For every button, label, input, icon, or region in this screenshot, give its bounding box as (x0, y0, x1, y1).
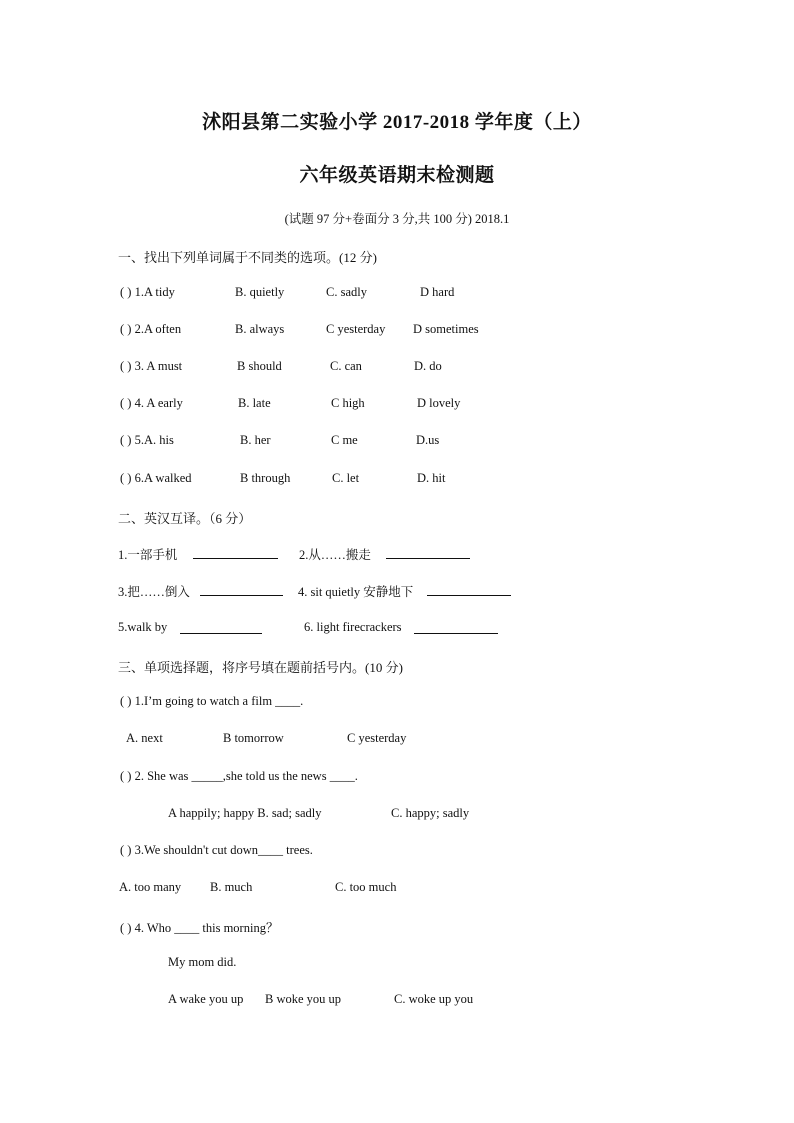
section3-heading: 三、单项选择题，将序号填在题前括号内。(10 分) (118, 660, 403, 675)
s1-q4-option-d: D lovely (417, 396, 461, 410)
s2-item-2-label: 2.从……搬走 (299, 548, 371, 562)
s1-q1-stem: ( ) 1.A tidy (120, 285, 175, 299)
s3-q3-option-b: B. much (210, 880, 253, 894)
s2-item-6-blank[interactable] (414, 620, 498, 634)
s3-q3-option-c: C. too much (335, 880, 397, 894)
s1-q3-option-b: B should (237, 359, 282, 373)
s1-q6-option-d: D. hit (417, 471, 446, 485)
s1-q5-option-c: C me (331, 433, 358, 447)
score-note: (试题 97 分+卷面分 3 分,共 100 分) 2018.1 (284, 212, 510, 226)
s1-q6-option-b: B through (240, 471, 291, 485)
s1-q4-option-c: C high (331, 396, 365, 410)
s3-q1-option-a: A. next (126, 731, 163, 745)
section1-heading: 一、找出下列单词属于不同类的选项。(12 分) (118, 250, 377, 265)
s3-q2-stem: ( ) 2. She was _____,she told us the news ____. (120, 769, 358, 783)
s1-q3-stem: ( ) 3. A must (120, 359, 183, 373)
s1-q6-option-c: C. let (332, 471, 360, 485)
s1-q1-option-c: C. sadly (326, 285, 367, 299)
s3-q1-option-b: B tomorrow (223, 731, 284, 745)
s2-item-1-label: 1.一部手机 (118, 548, 178, 562)
exam-subtitle: 六年级英语期末检测题 (299, 165, 495, 186)
section2-heading: 二、英汉互译。（6 分） (118, 511, 252, 526)
s2-item-5-blank[interactable] (180, 620, 262, 634)
s1-q4-stem: ( ) 4. A early (120, 396, 183, 410)
s3-q3-option-a: A. too many (119, 880, 182, 894)
s3-q4-answer-text: My mom did. (168, 955, 237, 969)
s3-q3-stem: ( ) 3.We shouldn't cut down____ trees. (120, 843, 313, 857)
s1-q2-option-c: C yesterday (326, 322, 386, 336)
s1-q2-stem: ( ) 2.A often (120, 322, 182, 336)
s1-q3-option-c: C. can (330, 359, 362, 373)
s3-q1-option-c: C yesterday (347, 731, 407, 745)
s2-item-2-blank[interactable] (386, 545, 470, 559)
s2-item-1-blank[interactable] (193, 545, 278, 559)
s1-q4-option-b: B. late (238, 396, 271, 410)
s2-item-6-label: 6. light firecrackers (304, 620, 402, 634)
s1-q1-option-d: D hard (420, 285, 455, 299)
s1-q5-option-b: B. her (240, 433, 271, 447)
s3-q4-option-c: C. woke up you (394, 992, 474, 1006)
s2-item-4-blank[interactable] (427, 582, 511, 596)
s1-q2-option-b: B. always (235, 322, 285, 336)
s1-q3-option-d: D. do (414, 359, 442, 373)
s3-q1-stem: ( ) 1.I’m going to watch a film ____. (120, 694, 304, 708)
s2-item-3-blank[interactable] (200, 582, 283, 596)
s1-q6-stem: ( ) 6.A walked (120, 471, 192, 485)
s2-item-5-label: 5.walk by (118, 620, 168, 634)
s2-item-4-label: 4. sit quietly 安静地下 (298, 585, 414, 599)
exam-title: 沭阳县第二实验小学 2017-2018 学年度（上） (202, 112, 592, 133)
s3-q2-option-ab: A happily; happy B. sad; sadly (168, 806, 322, 820)
s3-q4-option-b: B woke you up (265, 992, 342, 1006)
s2-item-3-label: 3.把……倒入 (118, 585, 190, 599)
s3-q4-stem: ( ) 4. Who ____ this morning？ (120, 921, 279, 935)
s1-q5-stem: ( ) 5.A. his (120, 433, 174, 447)
s1-q2-option-d: D sometimes (413, 322, 479, 336)
s3-q2-option-c: C. happy; sadly (391, 806, 470, 820)
s3-q4-option-a: A wake you up (168, 992, 244, 1006)
s1-q1-option-b: B. quietly (235, 285, 285, 299)
s1-q5-option-d: D.us (416, 433, 440, 447)
